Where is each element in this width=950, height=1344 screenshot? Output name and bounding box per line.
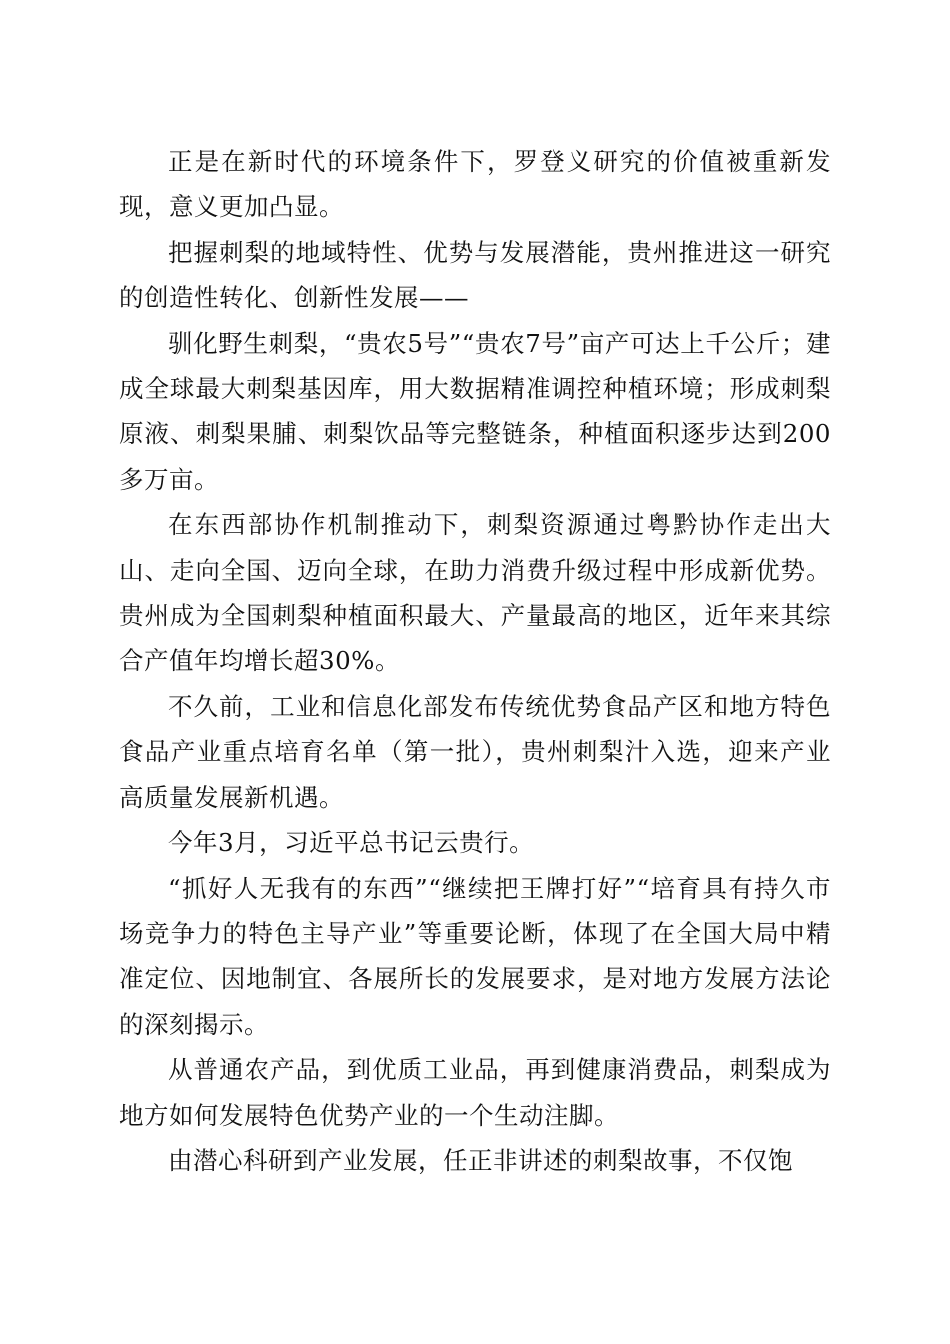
article-body bbox=[119, 139, 831, 1183]
paragraph: 不久前，工业和信息化部发布传统优势食品产区和地方特色食品产业重点培育名单（第一批），贵州刺梨汁入选，迎来产业高质量发展新机遇。 bbox=[119, 691, 831, 812]
paragraph: 在东西部协作机制推动下，刺梨资源通过粤黔协作走出大山、走向全国、迈向全球，在助力消费升级过程中形成新优势。贵州成为全国刺梨种植面积最大、产量最高的地区，近年来其综合产值年均增长超30%。 bbox=[119, 510, 831, 676]
paragraph: 驯化野生刺梨，“贵农5号”“贵农7号”亩产可达上千公斤；建成全球最大刺梨基因库，用大数据精准调控种植环境；形成刺梨原液、刺梨果脯、刺梨饮品等完整链条，种植面积逐步达到200多万亩。 bbox=[119, 328, 831, 494]
paragraph: 把握刺梨的地域特性、优势与发展潜能，贵州推进这一研究的创造性转化、创新性发展—— bbox=[119, 237, 831, 313]
paragraph: 从普通农产品，到优质工业品，再到健康消费品，刺梨成为地方如何发展特色优势产业的一个生动注脚。 bbox=[119, 1055, 831, 1130]
paragraph: 正是在新时代的环境条件下，罗登义研究的价值被重新发现，意义更加凸显。 bbox=[119, 147, 831, 222]
paragraph: 今年3月，习近平总书记云贵行。 bbox=[168, 828, 535, 858]
paragraph: 由潜心科研到产业发展，任正非讲述的刺梨故事，不仅饱 bbox=[168, 1145, 793, 1175]
paragraph: “抓好人无我有的东西”“继续把王牌打好”“培育具有持久市场竞争力的特色主导产业”等重要论断，体现了在全国大局中精准定位、因地制宜、各展所长的发展要求，是对地方发展方法论的深刻揭示。 bbox=[119, 873, 831, 1039]
